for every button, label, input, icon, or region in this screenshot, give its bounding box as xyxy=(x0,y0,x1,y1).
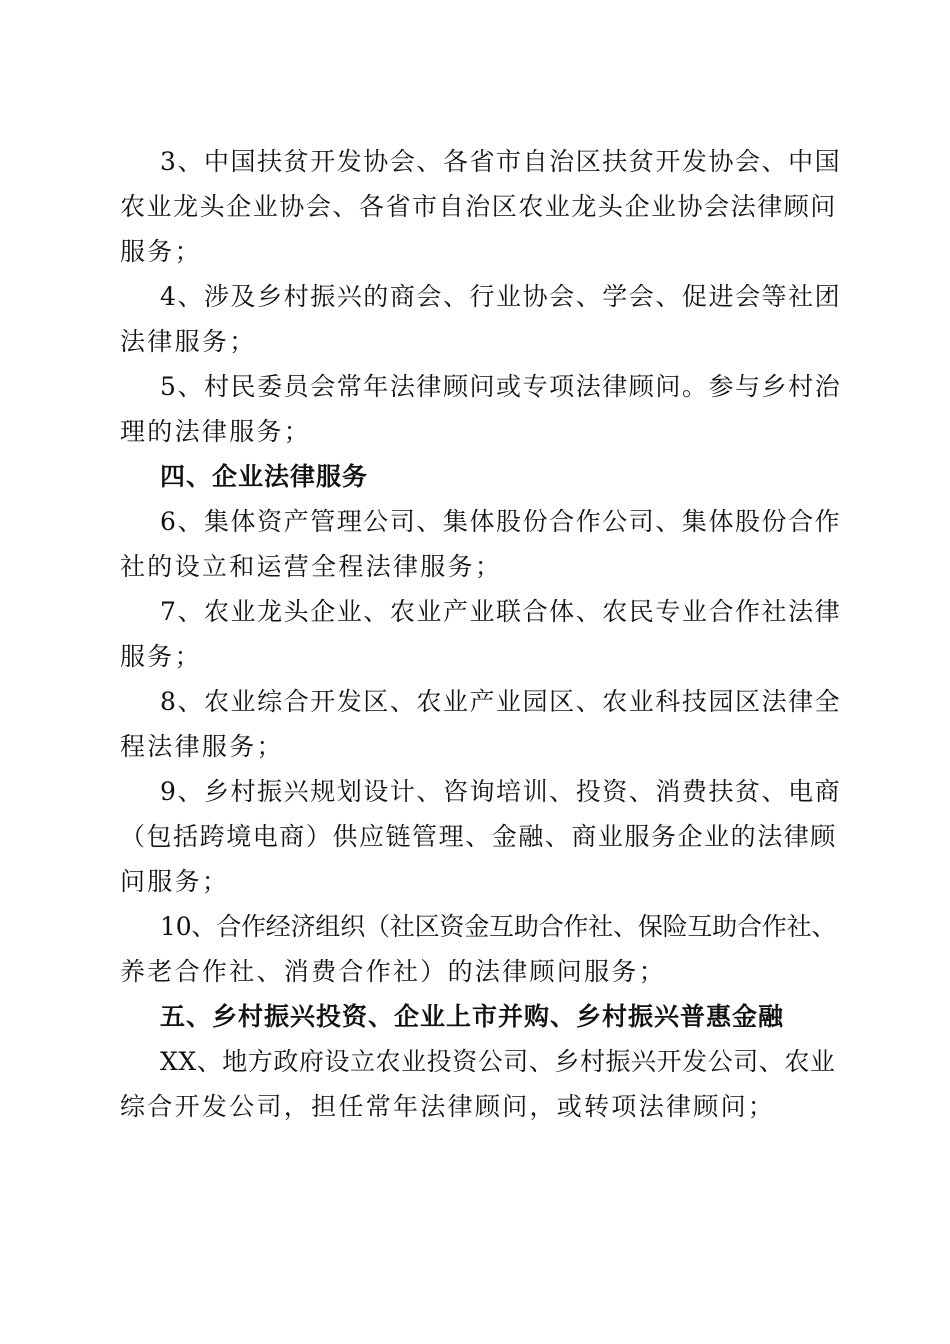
paragraph-item-6 xyxy=(120,499,840,589)
text-line: 7、农业龙头企业、农业产业联合体、农民专业合作社法律 xyxy=(160,597,842,626)
paragraph-item-8 xyxy=(120,679,840,769)
paragraph-item-7 xyxy=(120,589,840,679)
paragraph-item-4 xyxy=(120,274,840,364)
text-line: 综合开发公司，担任常年法律顾问，或转项法律顾问； xyxy=(120,1092,776,1121)
section-heading-4: 四、企业法律服务 xyxy=(160,462,369,491)
text-line: 3、中国扶贫开发协会、各省市自治区扶贫开发协会、中国 xyxy=(160,147,842,176)
section-heading-5: 五、乡村振兴投资、企业上市并购、乡村振兴普惠金融 xyxy=(160,1002,785,1031)
paragraph-item-9 xyxy=(120,769,840,904)
text-line: 养老合作社、消费合作社）的法律顾问服务； xyxy=(120,957,667,986)
text-line: 5、村民委员会常年法律顾问或专项法律顾问。参与乡村治 xyxy=(160,372,842,401)
text-line: 社的设立和运营全程法律服务； xyxy=(120,552,503,581)
text-line: 9、乡村振兴规划设计、咨询培训、投资、消费扶贫、电商 xyxy=(160,777,842,806)
paragraph-item-5 xyxy=(120,364,840,454)
text-line: 程法律服务； xyxy=(120,732,284,761)
paragraph-item-3 xyxy=(120,139,840,274)
text-line: 法律服务； xyxy=(120,327,257,356)
text-line: 6、集体资产管理公司、集体股份合作公司、集体股份合作 xyxy=(160,507,842,536)
text-line: 4、涉及乡村振兴的商会、行业协会、学会、促进会等社团 xyxy=(160,282,842,311)
text-line: 服务； xyxy=(120,237,202,266)
text-line: 理的法律服务； xyxy=(120,417,312,446)
text-line: 10、合作经济组织（社区资金互助合作社、保险互助合作社、 xyxy=(160,912,837,941)
text-line: 8、农业综合开发区、农业产业园区、农业科技园区法律全 xyxy=(160,687,842,716)
paragraph-item-10 xyxy=(120,904,840,994)
document-body xyxy=(120,139,840,1129)
paragraph-item-xx xyxy=(120,1039,840,1129)
text-line: 农业龙头企业协会、各省市自治区农业龙头企业协会法律顾问 xyxy=(120,192,837,221)
text-line: XX、地方政府设立农业投资公司、乡村振兴开发公司、农业 xyxy=(160,1047,836,1076)
text-line: 问服务； xyxy=(120,867,230,896)
text-line: 服务； xyxy=(120,642,202,671)
text-line: （包括跨境电商）供应链管理、金融、商业服务企业的法律顾 xyxy=(120,822,837,851)
